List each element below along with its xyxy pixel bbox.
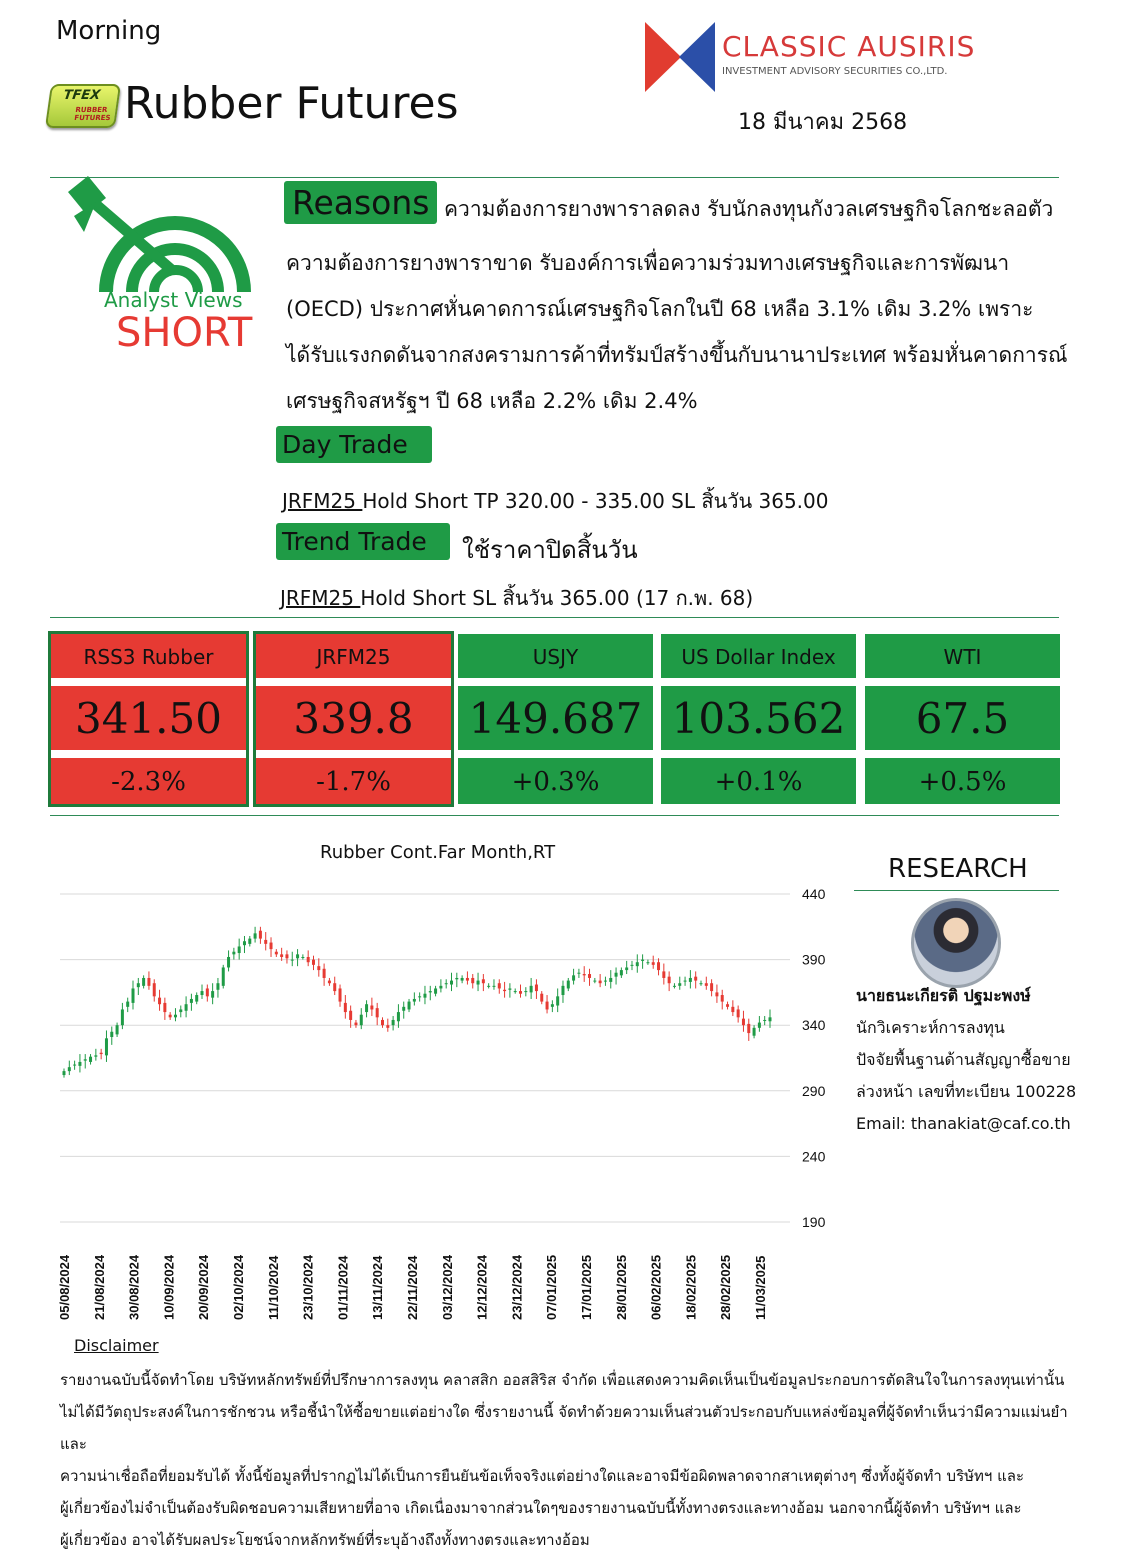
reason-line-4: ได้รับแรงกดดันจากสงครามการค้าที่ทรัมป์สร้างขึ้นกับนานาประเทศ พร้อมหั่นคาดการณ์ (286, 343, 1068, 367)
candle-body (370, 1006, 373, 1010)
x-tick-label: 07/01/2025 (544, 1254, 560, 1320)
candle-body (147, 978, 150, 986)
analyst-detail-2: ล่วงหน้า เลขที่ทะเบียน 100228 (856, 1082, 1077, 1101)
candle-body (222, 967, 225, 985)
candle-body (551, 1004, 554, 1007)
reason-line-3: (OECD) ประกาศหั่นคาดการณ์เศรษฐกิจโลกในปี 68 เหลือ 3.1% เดิม 3.2% เพราะ (286, 297, 1034, 321)
candle-body (710, 983, 713, 991)
candle-body (684, 981, 687, 982)
card-price: 339.8 (256, 686, 451, 750)
candle-body (153, 983, 156, 996)
y-tick-label: 190 (802, 1214, 826, 1230)
card-change: +0.5% (865, 758, 1060, 804)
candle-body (100, 1053, 103, 1054)
research-divider (854, 890, 1059, 891)
candle-body (270, 943, 273, 950)
x-tick-label: 02/10/2024 (231, 1254, 246, 1320)
x-tick-label: 11/10/2024 (265, 1255, 281, 1320)
candle-body (615, 973, 618, 977)
card-name: WTI (865, 634, 1060, 678)
candle-body (163, 1003, 166, 1012)
candle-body (402, 1007, 405, 1011)
reason-line-5: เศรษฐกิจสหรัฐฯ ปี 68 เหลือ 2.2% เดิม 2.4% (286, 389, 698, 413)
candle-body (179, 1009, 182, 1012)
candle-body (142, 978, 145, 986)
candle-body (317, 966, 320, 970)
y-tick-label: 240 (802, 1148, 826, 1165)
x-tick-label: 17/01/2025 (579, 1254, 594, 1320)
candle-body (524, 991, 527, 992)
x-tick-label: 05/08/2024 (57, 1254, 72, 1320)
candle-body (344, 1003, 347, 1012)
candle-body (593, 981, 596, 982)
candle-body (429, 991, 432, 992)
company-logo-icon (645, 22, 715, 92)
disclaimer-text (60, 1364, 1070, 1556)
candle-body (599, 981, 602, 984)
candle-body (365, 1004, 368, 1012)
disclaimer-line: ผู้เกี่ยวข้องไม่จำเป็นต้องรับผิดชอบความเสียหายที่อาจ เกิดเนื่องมาจากส่วนใดๆของรายงานฉบับนี้ทั้งทางตรงและทางอ้อม นอกจากนี้ผู้จัดทำ บริษัทฯ และ (60, 1499, 1022, 1517)
candle-body (471, 978, 474, 983)
card-name: RSS3 Rubber (51, 634, 246, 678)
day-trade-line (282, 485, 829, 517)
candle-body (445, 983, 448, 984)
candle-body (349, 1011, 352, 1020)
candle-body (583, 974, 586, 975)
candle-body (323, 969, 326, 978)
day-trade-tag: Day Trade (276, 426, 432, 463)
candle-body (110, 1032, 113, 1037)
reason-line-1: ความต้องการยางพาราลดลง รับนักลงทุนกังวลเศรษฐกิจโลกชะลอตัว (444, 197, 1054, 221)
disclaimer-title: Disclaimer (74, 1336, 159, 1355)
candle-body (439, 986, 442, 989)
candle-body (519, 991, 522, 994)
trend-trade-line (280, 582, 753, 614)
badge-line2: RUBBER FUTURES (73, 106, 112, 122)
card-name: JRFM25 (256, 634, 451, 678)
candle-body (689, 978, 692, 982)
card-usjy (458, 634, 653, 804)
x-tick-label: 18/02/2025 (683, 1254, 699, 1320)
candle-body (668, 977, 671, 984)
stance-short: SHORT (116, 310, 253, 356)
report-date: 18 มีนาคม 2568 (738, 110, 908, 135)
candle-body (482, 979, 485, 983)
x-tick-label: 20/09/2024 (196, 1254, 212, 1320)
candle-body (461, 978, 464, 981)
candle-body (636, 962, 639, 966)
x-tick-label: 21/08/2024 (91, 1254, 107, 1320)
card-change: +0.3% (458, 758, 653, 804)
candle-body (89, 1057, 92, 1062)
trend-trade-tag: Trend Trade (276, 523, 450, 560)
x-tick-label: 23/10/2024 (300, 1254, 316, 1320)
candle-body (73, 1065, 76, 1066)
trend-trade-note: ใช้ราคาปิดสิ้นวัน (462, 536, 638, 564)
candle-body (232, 952, 235, 955)
card-price: 149.687 (458, 686, 653, 750)
company-name: CLASSIC AUSIRIS (722, 30, 976, 63)
candle-body (280, 954, 283, 957)
candle-body (301, 957, 304, 958)
card-name: US Dollar Index (661, 634, 856, 678)
candle-body (105, 1038, 108, 1055)
candle-body (211, 991, 214, 998)
candle-body (63, 1071, 66, 1075)
disclaimer-line: ความน่าเชื่อถือที่ยอมรับได้ ทั้งนี้ข้อมูลที่ปรากฏไม่ได้เป็นการยืนยันข้อเท็จจริงแต่อย่างใดและอาจมีข้อผิดพลาดจากสาเหตุต่างๆ ซึ่งทั้งผู้จัดทำ บริษัทฯ และ (60, 1467, 1025, 1485)
x-tick-label: 06/02/2025 (648, 1254, 664, 1320)
candle-body (694, 977, 697, 981)
candle-body (561, 986, 564, 995)
candle-body (508, 988, 511, 989)
card-price: 103.562 (661, 686, 856, 750)
analyst-name: นายธนะเกียรติ ปฐมะพงษ์ (856, 986, 1031, 1005)
card-us-dollar-index (661, 634, 856, 804)
candle-body (721, 995, 724, 1002)
y-tick-label: 290 (802, 1082, 826, 1099)
candle-body (275, 952, 278, 955)
candle-body (450, 981, 453, 985)
card-jrfm25 (256, 634, 451, 804)
candle-body (397, 1012, 400, 1021)
candle-body (492, 986, 495, 987)
candle-body (423, 994, 426, 998)
candle-body (567, 981, 570, 989)
card-change: +0.1% (661, 758, 856, 804)
candle-body (662, 971, 665, 978)
trend-trade-symbol: JRFM25 (280, 586, 361, 610)
candle-body (381, 1020, 384, 1025)
research-heading: RESEARCH (888, 854, 1028, 884)
tfex-rubber-logo (45, 84, 121, 128)
session-label: Morning (56, 16, 162, 46)
badge-line1: TFEX (62, 88, 102, 103)
candle-body (769, 1017, 772, 1021)
candle-body (657, 962, 660, 970)
candle-body (132, 988, 135, 1002)
candle-body (546, 1002, 549, 1010)
divider (50, 617, 1059, 618)
candle-body (291, 960, 294, 961)
x-tick-label: 28/02/2025 (718, 1254, 734, 1320)
divider (50, 815, 1059, 816)
candle-body (238, 946, 241, 953)
candle-body (201, 991, 204, 995)
candle-body (216, 983, 219, 990)
candle-body (78, 1062, 81, 1066)
candle-body (758, 1023, 761, 1028)
candle-body (185, 1004, 188, 1011)
analyst-detail-1: ปัจจัยพื้นฐานด้านสัญญาซื้อขาย (856, 1050, 1071, 1069)
disclaimer-line: ไม่ได้มีวัตถุประสงค์ในการชักชวน หรือชี้นำให้ซื้อขายแต่อย่างใด ซึ่งรายงานนี้ จัดทำด้วยความเห็นส่วนตัวประกอบกับแหล่งข้อมูลที่ผู้จัดทำเห็นว่ามีความแม่นยำและ (60, 1403, 1068, 1453)
candle-body (652, 962, 655, 965)
day-trade-text: Hold Short TP 320.00 - 335.00 SL สิ้นวัน 365.00 (362, 489, 829, 513)
trend-trade-text: Hold Short SL สิ้นวัน 365.00 (17 ก.พ. 68) (360, 586, 754, 610)
candle-body (434, 988, 437, 993)
candle-body (121, 1009, 124, 1025)
candle-body (126, 1002, 129, 1007)
candle-body (641, 960, 644, 961)
candle-body (392, 1020, 395, 1025)
candle-body (630, 965, 633, 966)
card-price: 67.5 (865, 686, 1060, 750)
candle-body (137, 983, 140, 987)
candle-body (514, 991, 517, 992)
card-price: 341.50 (51, 686, 246, 750)
x-tick-label: 01/11/2024 (335, 1255, 351, 1320)
x-tick-label: 22/11/2024 (405, 1255, 420, 1320)
candle-body (174, 1015, 177, 1018)
x-tick-label: 03/12/2024 (439, 1254, 455, 1320)
candle-body (540, 994, 543, 1002)
candle-body (94, 1055, 97, 1056)
candle-body (726, 1004, 729, 1007)
candle-body (408, 1002, 411, 1010)
candle-body (84, 1059, 87, 1060)
candle-body (248, 939, 251, 944)
candle-body (625, 967, 628, 970)
card-change: -2.3% (51, 758, 246, 804)
reason-line-2: ความต้องการยางพาราขาด รับองค์การเพื่อความร่วมทางเศรษฐกิจและการพัฒนา (286, 251, 1010, 275)
candle-body (169, 1015, 172, 1018)
candle-body (195, 995, 198, 1002)
candle-body (487, 986, 490, 987)
candle-body (699, 983, 702, 984)
day-trade-symbol: JRFM25 (282, 489, 363, 513)
candle-body (572, 975, 575, 980)
analyst-views-label: Analyst Views (104, 288, 243, 312)
analyst-title: นักวิเคราะห์การลงทุน (856, 1018, 1005, 1037)
candle-body (620, 970, 623, 975)
company-subtitle: INVESTMENT ADVISORY SECURITIES CO.,LTD. (722, 66, 948, 77)
price-chart (50, 870, 840, 1330)
candle-body (264, 940, 267, 944)
candle-body (376, 1008, 379, 1017)
candle-body (715, 992, 718, 996)
candle-body (609, 978, 612, 982)
card-rss3-rubber (51, 634, 246, 804)
candle-body (68, 1067, 71, 1071)
candle-body (678, 983, 681, 986)
reasons-tag: Reasons (284, 181, 437, 224)
candle-body (354, 1023, 357, 1026)
candle-body (413, 999, 416, 1002)
candle-body (535, 985, 538, 992)
candle-body (530, 986, 533, 993)
card-name: USJY (458, 634, 653, 678)
analyst-email: Email: thanakiat@caf.co.th (856, 1114, 1071, 1133)
page-title: Rubber Futures (124, 78, 459, 129)
x-tick-label: 11/03/2025 (753, 1255, 768, 1320)
candle-body (386, 1025, 389, 1028)
candle-body (731, 1007, 734, 1012)
x-tick-label: 13/11/2024 (370, 1255, 386, 1320)
candle-body (753, 1028, 756, 1036)
candle-body (243, 941, 246, 945)
card-change: -1.7% (256, 758, 451, 804)
candle-body (296, 954, 299, 958)
candle-body (503, 990, 506, 991)
candle-body (763, 1020, 766, 1021)
card-wti (865, 634, 1060, 804)
candle-body (158, 998, 161, 1005)
candle-body (418, 996, 421, 997)
disclaimer-line: รายงานฉบับนี้จัดทำโดย บริษัทหลักทรัพย์ที่ปรึกษาการลงทุน คลาสสิก ออสสิริส จำกัด เพื่อแสดงความคิดเห็นเป็นข้อมูลประกอบการตัดสินใจในการลงทุนเท่านั้น (60, 1371, 1065, 1389)
candle-body (498, 983, 501, 988)
candle-body (455, 978, 458, 979)
candle-body (254, 933, 257, 938)
candle-body (588, 974, 591, 978)
candle-body (307, 957, 310, 962)
chart-title: Rubber Cont.Far Month,RT (320, 842, 556, 863)
candle-body (604, 981, 607, 982)
x-tick-label: 12/12/2024 (474, 1254, 490, 1320)
analyst-avatar (911, 898, 1001, 988)
candle-body (333, 983, 336, 991)
candle-body (190, 999, 193, 1003)
y-tick-label: 440 (802, 886, 826, 902)
x-tick-label: 10/09/2024 (161, 1254, 177, 1320)
candle-body (466, 978, 469, 981)
candle-body (259, 931, 262, 939)
candle-body (360, 1015, 363, 1025)
candle-body (227, 957, 230, 967)
candle-body (477, 981, 480, 985)
candle-body (737, 1009, 740, 1017)
candle-body (747, 1024, 750, 1033)
x-tick-label: 28/01/2025 (613, 1254, 629, 1320)
candle-body (742, 1019, 745, 1026)
candle-body (705, 983, 708, 986)
candle-body (328, 981, 331, 984)
x-tick-label: 23/12/2024 (509, 1254, 525, 1320)
candle-body (646, 962, 649, 963)
y-tick-label: 340 (802, 1017, 826, 1034)
candle-body (556, 996, 559, 1005)
x-tick-label: 30/08/2024 (126, 1254, 142, 1320)
candle-body (312, 960, 315, 965)
disclaimer-line: ผู้เกี่ยวข้อง อาจได้รับผลประโยชน์จากหลักทรัพย์ที่ระบุอ้างถึงทั้งทางตรงและทางอ้อม (60, 1531, 590, 1549)
candle-body (339, 988, 342, 1001)
candle-body (206, 988, 209, 996)
candle-body (285, 954, 288, 958)
candle-body (577, 973, 580, 974)
candle-body (116, 1025, 119, 1034)
y-tick-label: 390 (802, 951, 826, 968)
candle-body (673, 986, 676, 987)
